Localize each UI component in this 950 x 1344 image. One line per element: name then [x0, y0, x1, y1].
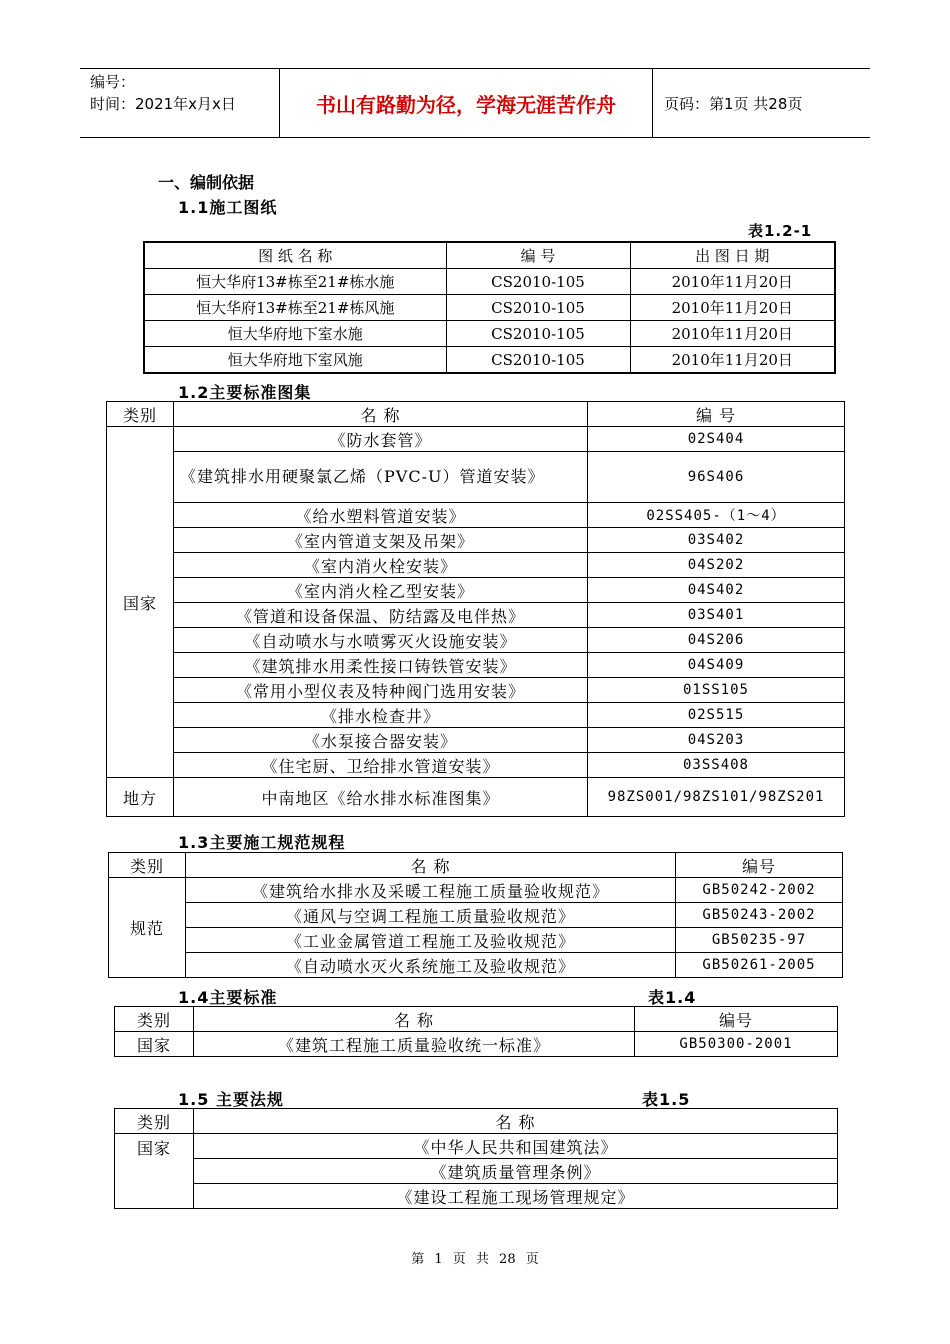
atlas-table	[106, 401, 845, 817]
standards-heading: 1.4主要标准	[178, 988, 278, 1007]
atlas-name: 《常用小型仪表及特种阀门选用安装》	[174, 678, 588, 703]
atlas-code: 04S402	[588, 578, 845, 603]
table-row	[107, 678, 845, 703]
column-header: 类别	[115, 1109, 194, 1134]
section-title: 一、编制依据	[158, 173, 255, 192]
codes-heading: 1.3主要施工规范规程	[178, 833, 346, 852]
category-cell: 国家	[115, 1134, 194, 1209]
code-number: GB50242-2002	[676, 878, 843, 903]
table-row	[115, 1159, 838, 1184]
atlas-code: 03SS408	[588, 753, 845, 778]
drawings-table	[143, 241, 836, 374]
table-header-row	[115, 1109, 838, 1134]
table-row	[109, 928, 843, 953]
code-number: GB50235-97	[676, 928, 843, 953]
page-footer: 第 1 页 共 28 页	[411, 1252, 539, 1267]
atlas-code: 02SS405-（1～4）	[588, 503, 845, 528]
column-header: 类别	[115, 1007, 194, 1032]
standard-number: GB50300-2001	[635, 1032, 838, 1057]
column-header: 图 纸 名 称	[144, 242, 446, 269]
table-row	[107, 628, 845, 653]
table-row	[144, 321, 835, 347]
laws-heading: 1.5 主要法规	[178, 1090, 284, 1109]
code-name: 《建筑给水排水及采暖工程施工质量验收规范》	[186, 878, 676, 903]
column-header: 类别	[107, 402, 174, 427]
table-row	[115, 1184, 838, 1209]
drawing-date: 2010年11月20日	[630, 295, 835, 321]
table-row	[107, 728, 845, 753]
atlas-name: 《室内管道支架及吊架》	[174, 528, 588, 553]
date-label: 时间：2021年x月x日	[90, 95, 236, 113]
table-row	[144, 347, 835, 374]
drawing-name: 恒大华府13#栋至21#栋水施	[144, 269, 446, 295]
atlas-code: 04S202	[588, 553, 845, 578]
column-header: 名 称	[194, 1109, 838, 1134]
column-header: 编 号	[588, 402, 845, 427]
atlas-name: 《排水检查井》	[174, 703, 588, 728]
table-row	[107, 503, 845, 528]
drawings-table-label: 表1.2-1	[748, 222, 813, 240]
code-name: 《工业金属管道工程施工及验收规范》	[186, 928, 676, 953]
atlas-code: 98ZS001/98ZS101/98ZS201	[588, 778, 845, 817]
laws-table	[114, 1108, 838, 1209]
table-header-row	[107, 402, 845, 427]
table-row	[109, 953, 843, 978]
atlas-name: 《防水套管》	[174, 427, 588, 452]
drawing-number: CS2010-105	[446, 321, 630, 347]
standards-table	[114, 1006, 838, 1057]
column-header: 类别	[109, 853, 186, 878]
category-cell: 地方	[107, 778, 174, 817]
atlas-code: 03S402	[588, 528, 845, 553]
code-name: 《自动喷水灭火系统施工及验收规范》	[186, 953, 676, 978]
header-motto: 书山有路勤为径，学海无涯苦作舟	[280, 69, 653, 137]
atlas-name: 中南地区《给水排水标准图集》	[174, 778, 588, 817]
column-header: 名 称	[174, 402, 588, 427]
table-row	[144, 269, 835, 295]
code-name: 《通风与空调工程施工质量验收规范》	[186, 903, 676, 928]
atlas-name: 《建筑排水用柔性接口铸铁管安装》	[174, 653, 588, 678]
table-row	[115, 1134, 838, 1159]
table-row	[107, 578, 845, 603]
law-name: 《中华人民共和国建筑法》	[194, 1134, 838, 1159]
standard-name: 《建筑工程施工质量验收统一标准》	[194, 1032, 635, 1057]
table-row	[107, 427, 845, 452]
drawing-name: 恒大华府地下室水施	[144, 321, 446, 347]
code-number: GB50261-2005	[676, 953, 843, 978]
standards-table-label: 表1.4	[648, 988, 697, 1007]
drawing-number: CS2010-105	[446, 347, 630, 374]
table-row	[107, 553, 845, 578]
law-name: 《建设工程施工现场管理规定》	[194, 1184, 838, 1209]
table-row	[107, 703, 845, 728]
drawings-heading: 1.1施工图纸	[178, 198, 278, 217]
drawing-date: 2010年11月20日	[630, 347, 835, 374]
drawing-date: 2010年11月20日	[630, 269, 835, 295]
header-page-info: 页码：第1页 共28页	[664, 94, 803, 113]
drawing-number: CS2010-105	[446, 295, 630, 321]
table-header-row	[115, 1007, 838, 1032]
column-header: 编号	[676, 853, 843, 878]
atlas-code: 02S404	[588, 427, 845, 452]
atlas-name: 《水泵接合器安装》	[174, 728, 588, 753]
atlas-name: 《给水塑料管道安装》	[174, 503, 588, 528]
laws-table-label: 表1.5	[642, 1090, 691, 1109]
atlas-code: 96S406	[588, 452, 845, 503]
document-header	[80, 68, 870, 138]
category-cell: 规范	[109, 878, 186, 978]
atlas-name: 《住宅厨、卫给排水管道安装》	[174, 753, 588, 778]
table-row	[107, 603, 845, 628]
header-meta	[80, 69, 280, 137]
table-row	[109, 903, 843, 928]
atlas-code: 04S409	[588, 653, 845, 678]
table-header-row	[109, 853, 843, 878]
table-row	[115, 1032, 838, 1057]
atlas-code: 03S401	[588, 603, 845, 628]
atlas-name: 《自动喷水与水喷雾灭火设施安装》	[174, 628, 588, 653]
drawing-number: CS2010-105	[446, 269, 630, 295]
atlas-name: 《室内消火栓乙型安装》	[174, 578, 588, 603]
column-header: 名 称	[194, 1007, 635, 1032]
table-header-row	[144, 242, 835, 269]
table-row	[144, 295, 835, 321]
drawing-name: 恒大华府地下室风施	[144, 347, 446, 374]
column-header: 出 图 日 期	[630, 242, 835, 269]
column-header: 编号	[635, 1007, 838, 1032]
law-name: 《建筑质量管理条例》	[194, 1159, 838, 1184]
atlas-code: 02S515	[588, 703, 845, 728]
table-row	[107, 452, 845, 503]
atlas-name: 《室内消火栓安装》	[174, 553, 588, 578]
codes-table	[108, 852, 843, 978]
atlas-name: 《建筑排水用硬聚氯乙烯（PVC-U）管道安装》	[174, 452, 588, 503]
table-row	[107, 778, 845, 817]
category-cell: 国家	[115, 1032, 194, 1057]
code-number: GB50243-2002	[676, 903, 843, 928]
atlas-code: 04S206	[588, 628, 845, 653]
table-row	[107, 753, 845, 778]
table-row	[107, 528, 845, 553]
atlas-code: 01SS105	[588, 678, 845, 703]
column-header: 编 号	[446, 242, 630, 269]
atlas-name: 《管道和设备保温、防结露及电伴热》	[174, 603, 588, 628]
drawing-date: 2010年11月20日	[630, 321, 835, 347]
table-row	[107, 653, 845, 678]
atlas-heading: 1.2主要标准图集	[178, 383, 312, 402]
category-cell: 国家	[107, 427, 174, 778]
atlas-code: 04S203	[588, 728, 845, 753]
number-label: 编号：	[90, 73, 136, 91]
table-row	[109, 878, 843, 903]
column-header: 名 称	[186, 853, 676, 878]
drawing-name: 恒大华府13#栋至21#栋风施	[144, 295, 446, 321]
